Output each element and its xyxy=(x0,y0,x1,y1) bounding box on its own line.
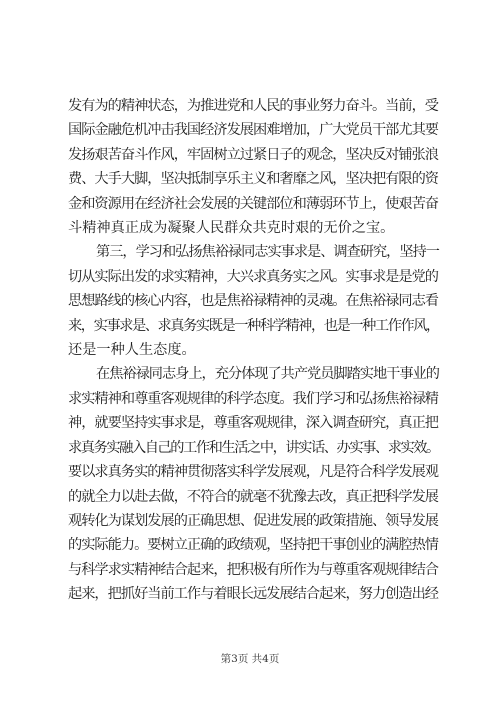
text-line: 第三，学习和弘扬焦裕禄同志实事求是、调查研究，坚持一 xyxy=(96,244,439,261)
text-line: 的就全力以赴去做，不符合的就毫不犹豫去改，真正把科学发展 xyxy=(68,488,438,505)
text-line: 斗精神真正成为凝聚人民群众共克时艰的无价之宝。 xyxy=(68,220,395,237)
paragraph-1 xyxy=(68,94,438,240)
text-line: 发有为的精神状态，为推进党和人民的事业努力奋斗。当前，受 xyxy=(68,98,438,114)
text-line: 观转化为谋划发展的正确思想、促进发展的政策措施、领导发展 xyxy=(68,512,438,529)
text-line: 还是一种人生态度。 xyxy=(68,342,196,359)
text-line: 求真务实融入自己的工作和生活之中，讲实话、办实事、求实效。 xyxy=(68,439,439,456)
text-line: 起来，把抓好当前工作与着眼长远发展结合起来，努力创造出经 xyxy=(68,586,438,603)
paragraph-3 xyxy=(68,362,438,606)
text-line: 求实精神和尊重客观规律的科学态度。我们学习和弘扬焦裕禄精 xyxy=(68,390,438,407)
text-line: 发扬艰苦奋斗作风，牢固树立过紧日子的观念，坚决反对铺张浪 xyxy=(68,146,438,163)
text-line: 要以求真务实的精神贯彻落实科学发展观，凡是符合科学发展观 xyxy=(68,464,438,481)
text-line: 金和资源用在经济社会发展的关键部位和薄弱环节上，使艰苦奋 xyxy=(68,195,438,212)
text-line: 来，实事求是、求真务实既是一种科学精神，也是一种工作作风， xyxy=(68,317,439,334)
text-line: 思想路线的核心内容，也是焦裕禄精神的灵魂。在焦裕禄同志看 xyxy=(68,293,438,310)
page-footer: 第3页 共4页 xyxy=(220,653,280,665)
body-text xyxy=(68,94,438,607)
text-line: 神，就要坚持实事求是，尊重客观规律，深入调查研究，真正把 xyxy=(68,415,438,432)
text-line: 在焦裕禄同志身上，充分体现了共产党员脚踏实地干事业的 xyxy=(96,366,439,383)
text-line: 切从实际出发的求实精神，大兴求真务实之风。实事求是是党的 xyxy=(68,268,438,285)
paragraph-2 xyxy=(68,240,438,362)
text-line: 与科学求实精神结合起来，把积极有所作为与尊重客观规律结合 xyxy=(68,561,438,578)
text-line: 的实际能力。要树立正确的政绩观，坚持把干事创业的满腔热情 xyxy=(68,537,438,554)
text-line: 国际金融危机冲击我国经济发展困难增加，广大党员干部尤其要 xyxy=(68,122,438,139)
text-line: 费、大手大脚，坚决抵制享乐主义和奢靡之风，坚决把有限的资 xyxy=(68,171,438,188)
